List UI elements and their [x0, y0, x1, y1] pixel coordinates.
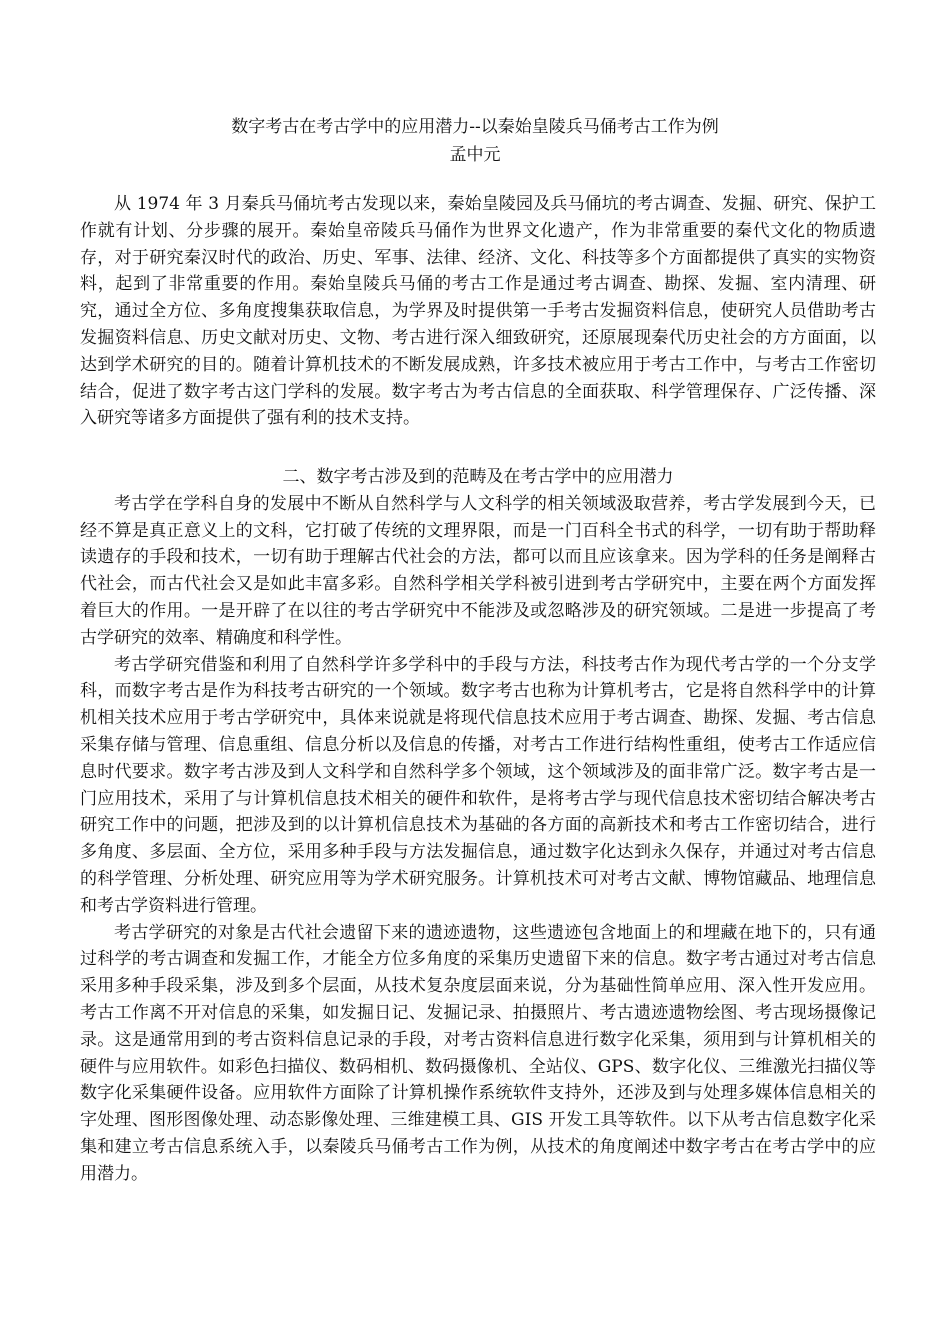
document-author: 孟中元 — [449, 145, 501, 165]
intro-section — [80, 191, 876, 432]
section-heading: 二、数字考古涉及到的范畴及在考古学中的应用潜力 — [282, 467, 674, 487]
section-paragraph-2: 考古学研究借鉴和利用了自然科学许多学科中的手段与方法，科技考古作为现代考古学的一个分支学科，而数字考古是作为科技考古研究的一个领域。数字考古也称为计算机考古，它是将自然科学中的计算机相关技术应用于考古学研究中，具体来说就是将现代信息技术应用于考古调查、勘探、发掘、考古信息采集存储与管理、信息重组、信息分析以及信息的传播，对考古工作进行结构性重组，使考古工作适应信息时代要求。数字考古涉及到人文科学和自然科学多个领域，这个领域涉及的面非常广泛。数字考古是一门应用技术，采用了与计算机信息技术相关的硬件和软件，是将考古学与现代信息技术密切结合解决考古研究工作中的问题，把涉及到的以计算机信息技术为基础的各方面的高新技术和考古工作密切结合，进行多角度、多层面、全方位，采用多种手段与方法发掘信息，通过数字化达到永久保存，并通过对考古信息的科学管理、分析处理、研究应用等为学术研究服务。计算机技术可对考古文献、博物馆藏品、地理信息和考古学资料进行管理。 — [80, 654, 876, 916]
section-paragraph-1: 考古学在学科自身的发展中不断从自然科学与人文科学的相关领域汲取营养，考古学发展到今天，已经不算是真正意义上的文科，它打破了传统的文理界限，而是一门百科全书式的科学，一切有助于帮助释读遗存的手段和技术，一切有助于理解古代社会的方法，都可以而且应该拿来。因为学科的任务是阐释古代社会，而古代社会又是如此丰富多彩。自然科学相关学科被引进到考古学研究中，主要在两个方面发挥着巨大的作用。一是开辟了在以往的考古学研究中不能涉及或忽略涉及的研究领域。二是进一步提高了考古学研究的效率、精确度和科学性。 — [80, 493, 876, 648]
document-title: 数字考古在考古学中的应用潜力--以秦始皇陵兵马俑考古工作为例 — [231, 117, 719, 137]
section-paragraph-3: 考古学研究的对象是古代社会遗留下来的遗迹遗物，这些遗迹包含地面上的和埋藏在地下的，只有通过科学的考古调查和发掘工作，才能全方位多角度的采集历史遗留下来的信息。数字考古通过对考古信息采用多种手段采集，涉及到多个层面，从技术复杂度层面来说，分为基础性简单应用、深入性开发应用。考古工作离不开对信息的采集，如发掘日记、发掘记录、拍摄照片、考古遗迹遗物绘图、考古现场摄像记录。这是通常用到的考古资料信息记录的手段，对考古资料信息进行数字化采集，须用到与计算机相关的硬件与应用软件。如彩色扫描仪、数码相机、数码摄像机、全站仪、GPS、数字化仪、三维激光扫描仪等数字化采集硬件设备。应用软件方面除了计算机操作系统软件支持外，还涉及到与处理多媒体信息相关的字处理、图形图像处理、动态影像处理、三维建模工具、GIS 开发工具等软件。以下从考古信息数字化采集和建立考古信息系统入手，以秦陵兵马俑考古工作为例，从技术的角度阐述中数字考古在考古学中的应用潜力。 — [80, 922, 876, 1184]
intro-paragraph: 从 1974 年 3 月秦兵马俑坑考古发现以来，秦始皇陵园及兵马俑坑的考古调查、发掘、研究、保护工作就有计划、分步骤的展开。秦始皇帝陵兵马俑作为世界文化遗产，作为非常重要的秦代文化的物质遗存，对于研究秦汉时代的政治、历史、军事、法律、经济、文化、科技等多个方面都提供了真实的实物资料，起到了非常重要的作用。秦始皇陵兵马俑的考古工作是通过考古调查、勘探、发掘、室内清理、研究，通过全方位、多角度搜集获取信息，为学界及时提供第一手考古发掘资料信息，使研究人员借助考古发掘资料信息、历史文献对历史、文物、考古进行深入细致研究，还原展现秦代历史社会的方方面面，以达到学术研究的目的。随着计算机技术的不断发展成熟，许多技术被应用于考古工作中，与考古工作密切结合，促进了数字考古这门学科的发展。数字考古为考古信息的全面获取、科学管理保存、广泛传播、深入研究等诸多方面提供了强有利的技术支持。 — [80, 194, 876, 429]
section-two — [80, 464, 876, 1188]
